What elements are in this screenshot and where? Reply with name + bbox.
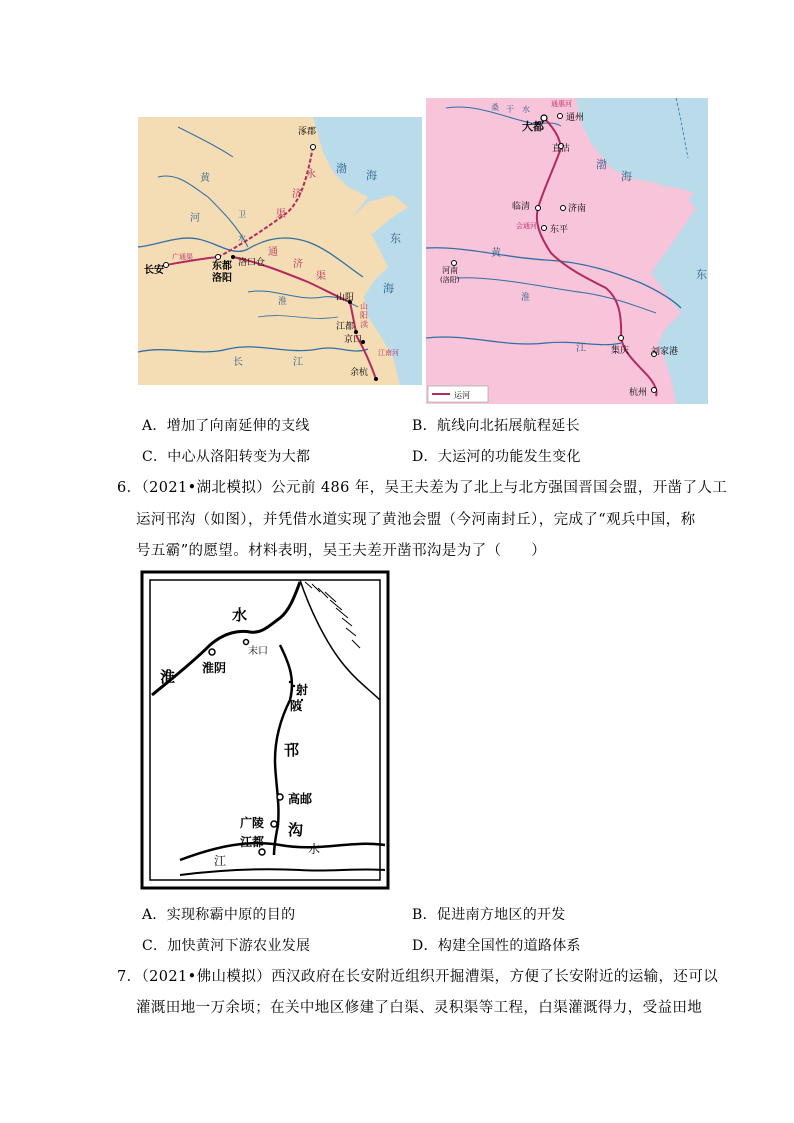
label-zhigu: 直沽 [552,144,571,154]
label-luokoucang: 洛口仓 [238,258,266,268]
label-he1: 黄 [200,173,210,184]
label-shanyang: 山阳 [336,293,355,303]
label-jingkou: 京口 [344,335,363,345]
legend-label: 运河 [454,391,470,400]
q6-option-a[interactable]: A．实现称霸中原的目的 [142,907,296,923]
hangou-map-svg [140,570,390,890]
label-huai-3: 淮 [160,668,176,686]
label-she: 射 [296,683,309,697]
label-tongzhou: 通州 [566,113,585,123]
q5-option-a[interactable]: A．增加了向南延伸的支线 [142,418,310,434]
label-jiang-2: 江 [576,343,586,354]
label-dong: 东 [390,232,401,245]
yuan-canal-map [426,98,708,404]
label-liujiagang: 刘家港 [651,347,679,357]
label-guangling: 广陵 [240,816,265,830]
label-yuhang: 余杭 [350,368,369,378]
label-he2: 河 [190,213,200,224]
hangou-map [140,570,390,890]
label-dongping: 东平 [550,225,569,235]
label-jiang2: 江 [293,357,303,368]
label-jiang-3: 江 [214,854,227,868]
q5-option-c[interactable]: C．中心从洛阳转变为大都 [142,449,311,465]
label-jiangdu: 江都 [336,322,355,332]
label-wei: 卫 [238,210,246,219]
label-linqing: 临清 [512,202,531,212]
label-tonghui: 通惠河 [551,100,572,108]
label-henan-sub: (洛阳) [440,276,460,284]
label-jiang1: 长 [233,357,243,368]
label-huang: 黄 [491,248,501,259]
q5-option-b[interactable]: B．航线向北拓展航程延长 [412,418,580,434]
label-jiangnan: 江南河 [378,349,399,357]
label-huaiyin: 淮阴 [202,661,227,675]
label-huitong: 会通河 [516,222,537,230]
label-bohai: 渤 [336,162,347,175]
label-gaoyou: 高邮 [288,792,313,806]
label-jinan: 济南 [568,204,587,214]
label-yang-3: 陂 [290,699,303,713]
label-shui-3: 水 [232,606,248,624]
label-qu2: 渠 [316,271,326,282]
label-huai: 淮 [278,297,288,307]
label-dong-2: 东 [696,268,707,281]
q6-line-2: 运河邗沟（如图），并凭借水道实现了黄池会盟（今河南封丘），完成了“观兵中国，称 [136,512,696,528]
sui-canal-map [138,117,422,385]
label-moukou: 末口 [248,646,268,657]
label-qu: 渠 [276,209,286,220]
q7-line-2: 灌溉田地一万余顷；在关中地区修建了白渠、灵积渠等工程，白渠灌溉得力，受益田地 [136,1000,703,1016]
label-ji: 济 [292,189,302,200]
label-jiangdu-3: 江都 [240,835,265,849]
q6-line-1: 6．（2021•湖北模拟）公元前 486 年，吴王夫差为了北上与北方强国晋国会盟，开凿了人工 [117,480,728,496]
label-jiqing: 集庆 [611,346,630,356]
label-luoyang: 洛阳 [212,273,232,284]
label-shan: 山 [360,302,368,311]
q6-option-b[interactable]: B．促进南方地区的开发 [412,907,566,923]
label-yong: 永 [306,169,316,180]
label-henan: 河南 [442,266,458,275]
label-bo: 渤 [596,158,607,171]
label-shui-2: 水 [522,105,530,114]
label-hai2: 海 [383,282,394,295]
label-hai: 海 [621,170,632,183]
label-huai-2: 淮 [521,293,531,303]
label-han: 邗 [284,741,300,759]
label-hai1: 海 [366,169,377,182]
q6-line-3: 号五霸”的愿望。材料表明，吴王夫差开凿邗沟是为了（ ） [136,543,547,559]
label-gou: 沟 [288,821,304,839]
label-gan: 干 [506,105,514,114]
label-dadu: 大都 [522,120,544,133]
label-shui2-3: 水 [308,842,321,856]
label-tong: 通 [268,247,278,258]
label-sang: 桑 [491,103,499,112]
label-ji2: 济 [293,259,303,270]
label-hangzhou: 杭州 [629,388,648,398]
label-shui: 水 [238,234,246,243]
label-changan: 长安 [144,265,164,276]
q6-option-c[interactable]: C．加快黄河下游农业发展 [142,938,311,954]
q6-option-d[interactable]: D．构建全国性的道路体系 [412,938,581,954]
label-guangtong: 广通渠 [172,253,193,261]
label-du: 渎 [360,320,368,329]
label-zhuojun: 涿郡 [298,127,317,137]
label-dongdu: 东都 [212,261,232,272]
q5-option-d[interactable]: D．大运河的功能发生变化 [412,449,581,465]
q7-line-1: 7．（2021•佛山模拟）西汉政府在长安附近组织开掘漕渠，方便了长安附近的运输，还可以 [117,969,719,985]
yuan-canal-map-svg [426,98,708,404]
label-yang: 阳 [360,311,368,320]
sui-canal-map-svg [138,117,422,385]
